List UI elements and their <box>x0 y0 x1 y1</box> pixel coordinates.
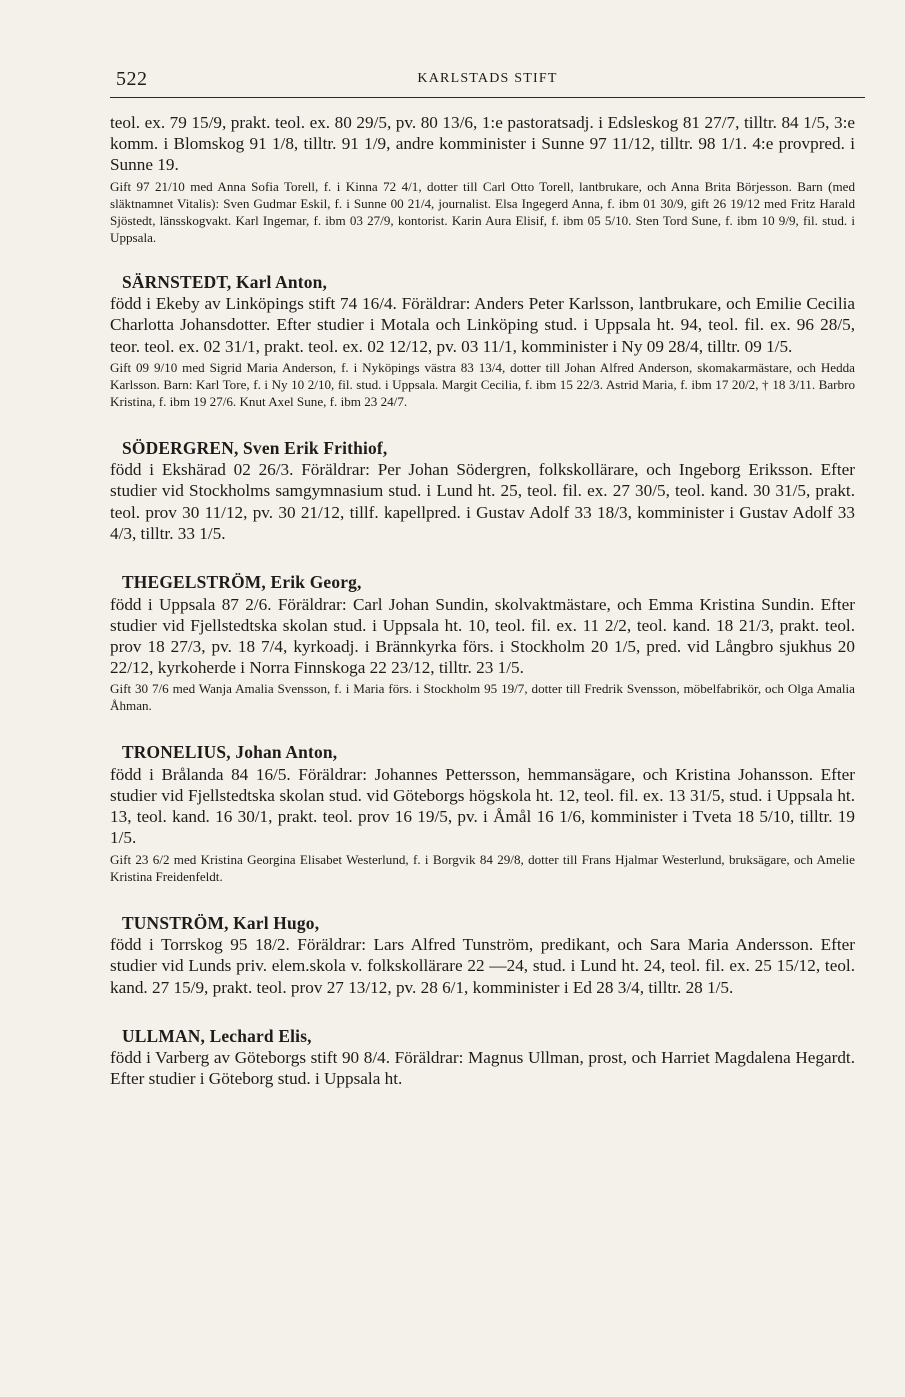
entry-name: SÖDERGREN, Sven Erik Frithiof, <box>122 437 388 458</box>
entry-body: född i Ekshärad 02 26/3. Föräldrar: Per Johan Södergren, folkskollärare, och Ingeborg Eriksson. Efter studier vid Stockholms samgymnasium stud. i Lund ht. 25, teol. fil. ex. 27 30/5, teol. kand. 30 31/5, prakt. teol. prov 30 11/12, pv. 30 21/12, tillf. kapellpred. i Gustav Adolf 33 18/3, komminister i Gustav Adolf 33 4/3, tilltr. 33 1/5. <box>110 460 855 543</box>
entry-name: TRONELIUS, Johan Anton, <box>122 742 338 763</box>
entry-tunstrom <box>110 913 855 998</box>
page-number: 522 <box>116 68 148 90</box>
page-content <box>110 112 855 1118</box>
running-title: KARLSTADS STIFT <box>417 71 558 86</box>
entry-body: teol. ex. 79 15/9, prakt. teol. ex. 80 29/5, pv. 80 13/6, 1:e pastoratsadj. i Edsleskog 81 27/7, tilltr. 84 1/5, 3:e komm. i Blomskog 91 1/8, tilltr. 91 1/9, andre komminister i Sunne 97 11/12, tilltr. 98 1/1. 4:e provpred. i Sunne 19. <box>110 113 855 175</box>
page-header <box>110 66 865 100</box>
entry-body: född i Brålanda 84 16/5. Föräldrar: Johannes Pettersson, hemmansägare, och Kristina Johansson. Efter studier vid Fjellstedtska skolan stud. vid Göteborgs högskola ht. 12, teol. fil. ex. 13 31/5, stud. i Uppsala ht. 13, teol. kand. 16 30/1, prakt. teol. prov 16 19/5, pv. i Åmål 16 1/6, komminister i Tveta 18 5/10, tilltr. 19 1/5. <box>110 764 855 848</box>
entry-body: född i Varberg av Göteborgs stift 90 8/4. Föräldrar: Magnus Ullman, prost, och Harriet Magdalena Hegardt. Efter studier i Göteborg stud. i Uppsala ht. <box>110 1048 855 1089</box>
entry-thegelstrom <box>110 572 855 714</box>
entry-body: född i Torrskog 95 18/2. Föräldrar: Lars Alfred Tunström, predikant, och Sara Maria Andersson. Efter studier vid Lunds priv. elem.skola v. folkskollärare 22 —24, stud. i Lund ht. 24, teol. fil. ex. 25 15/12, teol. kand. 27 15/9, prakt. teol. prov 27 13/12, pv. 28 6/1, komminister i Ed 28 3/4, tilltr. 28 1/5. <box>110 935 855 997</box>
entry-name: SÄRNSTEDT, Karl Anton, <box>122 271 328 292</box>
entry-ullman <box>110 1026 855 1090</box>
entry-name: TUNSTRÖM, Karl Hugo, <box>122 912 320 933</box>
entry-body: född i Ekeby av Linköpings stift 74 16/4. Föräldrar: Anders Peter Karlsson, lantbrukare, och Emilie Cecilia Charlotta Johansdotter. Efter studier i Motala och Linköping stud. i Uppsala ht. 94, teol. fil. ex. 96 28/5, teor. teol. ex. 02 31/1, prakt. teol. ex. 02 12/12, pv. 03 11/1, komminister i Ny 09 28/4, tilltr. 09 1/5. <box>110 294 855 356</box>
header-rule <box>110 97 865 98</box>
entry-family: Gift 09 9/10 med Sigrid Maria Anderson, f. i Nyköpings västra 83 13/4, dotter till Johan Alfred Anderson, skomakarmästare, och Hedda Karlsson. Barn: Karl Tore, f. i Ny 10 2/10, fil. stud. i Uppsala. Margit Cecilia, f. ibm 15 22/3. Astrid Maria, f. ibm 17 20/2, † 18 3/11. Barbro Kristina, f. ibm 19 27/6. Knut Axel Sune, f. ibm 23 24/7. <box>110 359 855 409</box>
entry-sarnstedt <box>110 272 855 410</box>
entry-sodergren <box>110 438 855 544</box>
entry-tronelius <box>110 742 855 884</box>
entry-family: Gift 97 21/10 med Anna Sofia Torell, f. i Kinna 72 4/1, dotter till Carl Otto Torell, lantbrukare, och Anna Brita Börjesson. Barn (med släktnamnet Vitalis): Sven Gudmar Eskil, f. i Sunne 00 21/4, journalist. Elsa Ingegerd Anna, f. ibm 01 30/9, gift 26 19/12 med Fritz Harald Sjöstedt, länsskogvakt. Karl Ingemar, f. ibm 03 27/9, kontorist. Karin Aura Elisif, f. ibm 05 5/10. Sten Tord Sune, f. ibm 10 9/9, fil. stud. i Uppsala. <box>110 178 855 245</box>
entry-body: född i Uppsala 87 2/6. Föräldrar: Carl Johan Sundin, skolvaktmästare, och Emma Kristina Sundin. Efter studier vid Fjellstedtska skolan stud. i Uppsala ht. 10, teol. fil. ex. 11 2/2, teol. kand. 18 21/3, prakt. teol. prov 18 27/3, pv. 18 7/4, kyrkoadj. i Brännkyrka förs. i Stockholm 20 1/5, pred. vid Långbro sjukhus 20 22/12, kyrkoherde i Norra Finnskoga 22 23/12, tilltr. 23 1/5. <box>110 594 855 678</box>
entry-name: ULLMAN, Lechard Elis, <box>122 1025 312 1046</box>
entry-continued <box>110 112 855 246</box>
entry-family: Gift 30 7/6 med Wanja Amalia Svensson, f. i Maria förs. i Stockholm 95 19/7, dotter till Fredrik Svensson, möbelfabrikör, och Olga Amalia Åhman. <box>110 681 855 714</box>
entry-name: THEGELSTRÖM, Erik Georg, <box>122 572 362 593</box>
entry-family: Gift 23 6/2 med Kristina Georgina Elisabet Westerlund, f. i Borgvik 84 29/8, dotter till Frans Hjalmar Westerlund, bruksägare, och Amelie Kristina Freidenfeldt. <box>110 851 855 884</box>
